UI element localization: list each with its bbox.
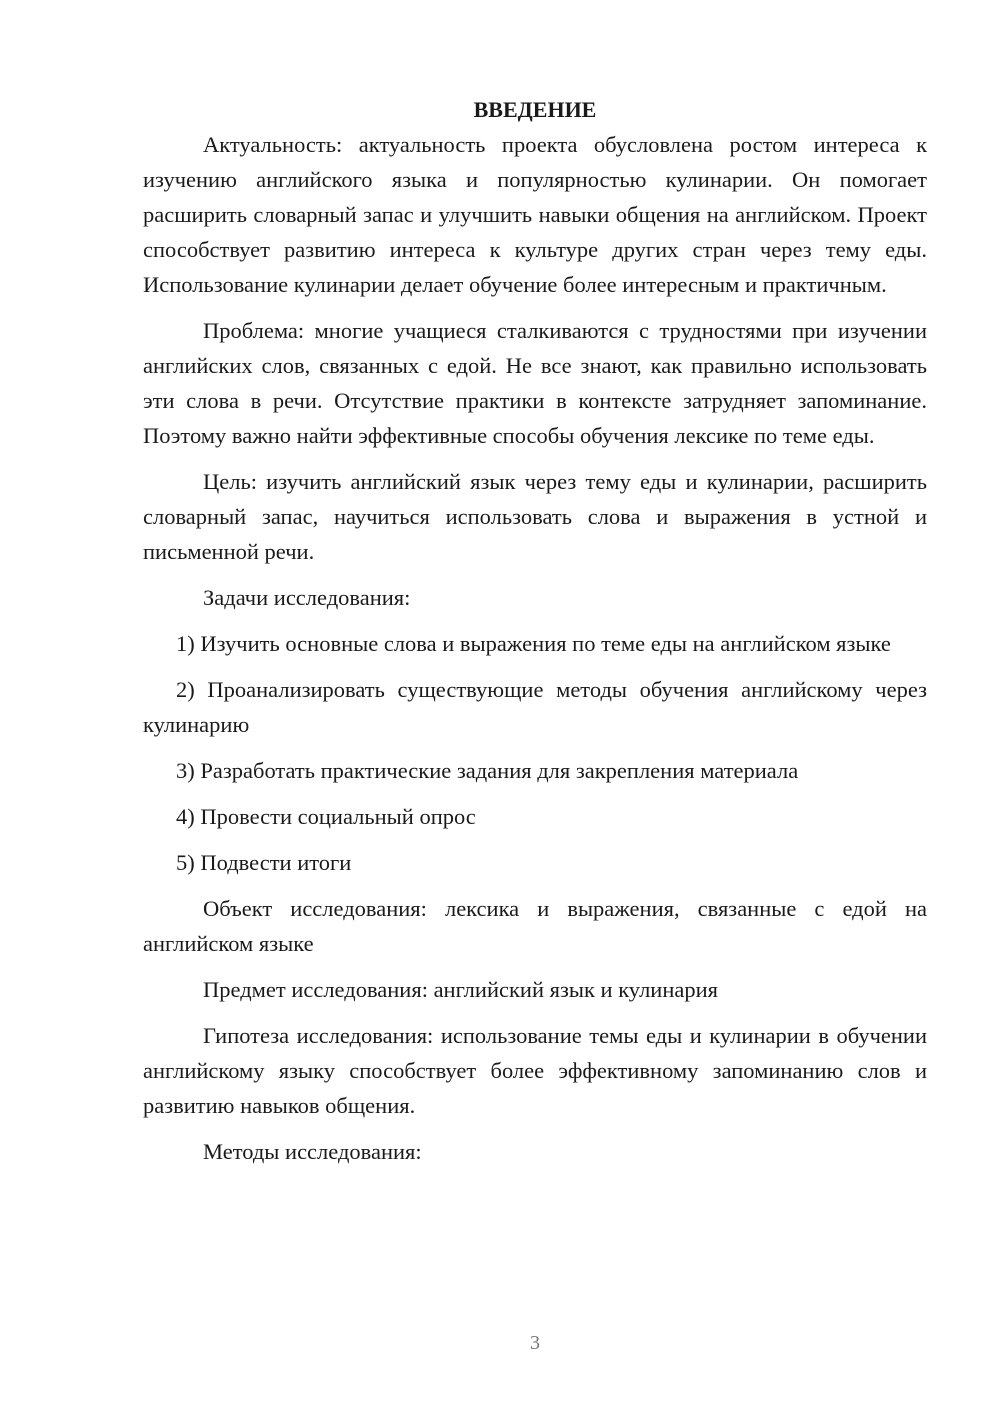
document-page [143,92,927,1180]
task-item-3: 3) Разработать практические задания для закрепления материала [176,758,799,783]
hypothesis-paragraph: Гипотеза исследования: использование темы еды и кулинарии в обучении английскому языку способствует более эффективному запоминанию слов и развитию навыков общения. [143,1023,927,1118]
task-item-2: 2) Проанализировать существующие методы обучения английскому через кулинарию [143,677,927,737]
tasks-heading: Задачи исследования: [203,585,411,610]
methods-heading: Методы исследования: [203,1139,422,1164]
object-paragraph: Объект исследования: лексика и выражения, связанные с едой на английском языке [143,896,927,956]
page-number: 3 [530,1332,540,1354]
task-item-1: 1) Изучить основные слова и выражения по теме еды на английском языке [176,631,891,656]
subject-paragraph: Предмет исследования: английский язык и кулинария [203,977,719,1002]
page-title: ВВЕДЕНИЕ [473,97,597,122]
task-item-4: 4) Провести социальный опрос [176,804,476,829]
goal-paragraph: Цель: изучить английский язык через тему еды и кулинарии, расширить словарный запас, научиться использовать слова и выражения в устной и письменной речи. [143,469,927,564]
relevance-paragraph: Актуальность: актуальность проекта обусловлена ростом интереса к изучению английского языка и популярностью кулинарии. Он помогает расширить словарный запас и улучшить навыки общения на английском. Проект способствует развитию интереса к культуре других стран через тему еды. Использование кулинарии делает обучение более интересным и практичным. [143,132,927,297]
task-item-5: 5) Подвести итоги [176,850,352,875]
problem-paragraph: Проблема: многие учащиеся сталкиваются с трудностями при изучении английских слов, связанных с едой. Не все знают, как правильно использовать эти слова в речи. Отсутствие практики в контексте затрудняет запоминание. Поэтому важно найти эффективные способы обучения лексике по теме еды. [143,318,927,448]
